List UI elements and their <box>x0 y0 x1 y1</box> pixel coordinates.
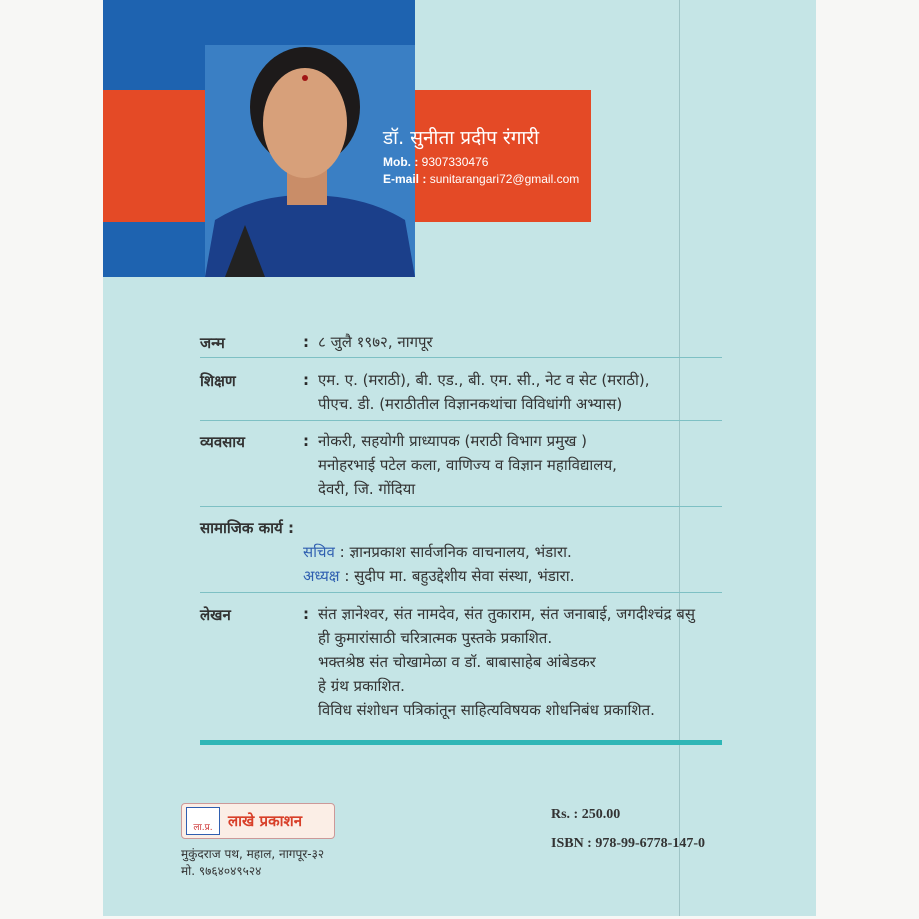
colon: : <box>303 432 309 450</box>
publisher-phone: मो. ९७६४०४९५२४ <box>181 864 262 878</box>
social-value: सचिव : ज्ञानप्रकाश सार्वजनिक वाचनालय, भंडारा. अध्यक्ष : सुदीप मा. बहुउद्देशीय सेवा संस्था, भंडारा. <box>303 543 575 585</box>
writing-value: संत ज्ञानेश्वर, संत नामदेव, संत तुकाराम, संत जनाबाई, जगदीश्चंद्र बसु ही कुमारांसाठी चरित्रात्मक पुस्तके प्रकाशित. भक्तश्रेष्ठ संत चोखामेळा व डॉ. बाबासाहेब आंबेडकर हे ग्रंथ प्रकाशित. विविध संशोधन पत्रिकांतून साहित्यविषयक शोधनिबंध प्रकाशित. <box>318 605 696 719</box>
price: Rs. : 250.00 <box>551 807 621 822</box>
publisher-name: लाखे प्रकाशन <box>228 812 303 830</box>
birth-value: ८ जुलै १९७२, नागपूर <box>318 333 433 351</box>
divider <box>200 592 722 593</box>
publisher-logo <box>181 803 335 839</box>
social-label: सामाजिक कार्य : <box>200 519 294 537</box>
teal-rule <box>200 740 722 745</box>
author-name: डॉ. सुनीता प्रदीप रंगारी <box>383 127 539 149</box>
colon: : <box>303 605 309 623</box>
education-label: शिक्षण <box>200 372 236 390</box>
fold-line <box>679 0 680 916</box>
divider <box>200 357 722 358</box>
colon: : <box>303 371 309 389</box>
author-mobile: Mob. : 9307330476 <box>383 155 489 169</box>
pen-logo-icon: ला.प्र. <box>186 807 220 835</box>
birth-label: जन्म <box>200 334 225 352</box>
writing-label: लेखन <box>200 606 231 624</box>
divider <box>200 506 722 507</box>
occupation-label: व्यवसाय <box>200 433 245 451</box>
divider <box>200 420 722 421</box>
occupation-value: नोकरी, सहयोगी प्राध्यापक (मराठी विभाग प्रमुख ) मनोहरभाई पटेल कला, वाणिज्य व विज्ञान महाविद्यालय, देवरी, जि. गोंदिया <box>318 432 617 498</box>
author-email: E-mail : sunitarangari72@gmail.com <box>383 172 580 186</box>
colon: : <box>303 333 309 351</box>
education-value: एम. ए. (मराठी), बी. एड., बी. एम. सी., नेट व सेट (मराठी), पीएच. डी. (मराठीतील विज्ञानकथांचा विविधांगी अभ्यास) <box>318 371 650 413</box>
isbn: ISBN : 978-99-6778-147-0 <box>551 836 705 851</box>
publisher-address: मुकुंदराज पथ, महाल, नागपूर-३२ <box>181 847 325 861</box>
